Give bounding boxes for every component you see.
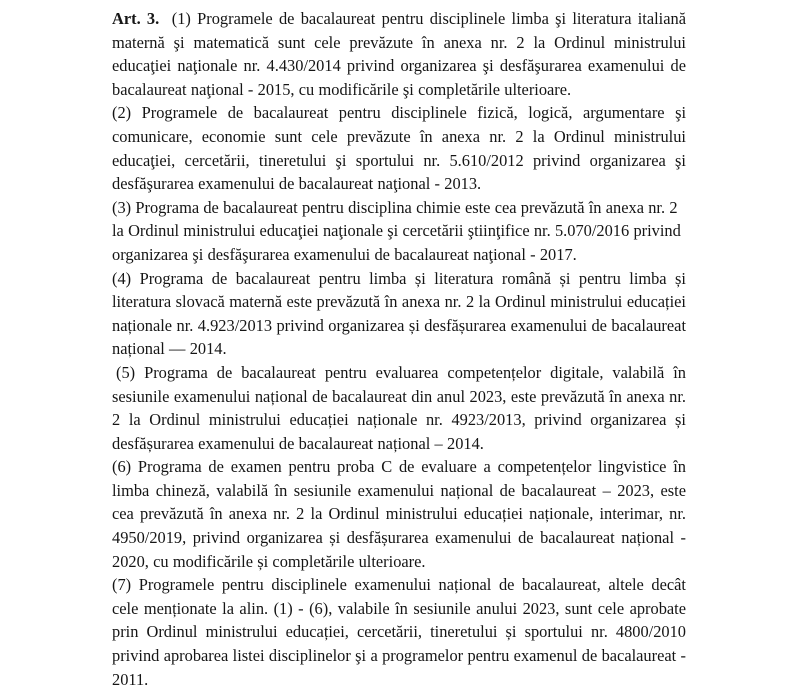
paragraph-1-text: Programele de bacalaureat pentru disciplinele limba şi literatura italiană maternă şi matematică sunt cele prevăzute în anexa nr. 2 la Ordinul ministrului educaţiei naţionale nr. 4.430/2014 privind organizarea şi desfăşurarea examenului de bacalaureat naţional - 2015, cu modificările şi completările ulterioare. — [112, 9, 686, 99]
paragraph-3-line-2: la Ordinul ministrului educaţiei naţionale şi cercetării ştiinţifice nr. 5.070/2016 privind — [112, 221, 681, 241]
paragraph-7: (7) Programele pentru disciplinele examenului național de bacalaureat, altele decât cele menționate la alin. (1) - (6), valabile în sesiunile anului 2023, sunt cele aprobate prin Ordinul ministrului educației, cercetării, tineretului și sportului nr. 4800/2010 privind aprobarea listei disciplinelor şi a programelor pentru examenul de bacalaureat - 2011. — [112, 575, 686, 689]
paragraph-1 — [112, 7, 686, 101]
paragraph-3 — [112, 196, 686, 267]
paragraph-6: (6) Programa de examen pentru proba C de evaluare a competențelor lingvistice în limba chineză, valabilă în sesiunile examenului național de bacalaureat – 2023, este cea prevăzută în anexa nr. 2 la Ordinul ministrului educației naționale, interimar, nr. 4950/2019, privind organizarea și desfășurarea examenului de bacalaureat național - 2020, cu modificările și completările ulterioare. — [112, 457, 686, 571]
article-label: Art. 3. — [112, 9, 160, 28]
paragraph-1-marker: (1) — [171, 9, 191, 28]
text-column — [112, 7, 686, 691]
paragraph-5-text: (5) Programa de bacalaureat pentru evaluarea competențelor digitale, valabilă în sesiunile examenului național de bacalaureat din anul 2023, este prevăzută în anexa nr. 2 la Ordinul ministrului educației naționale nr. 4923/2013, privind organizarea și desfășurarea examenului de bacalaureat național – 2014. — [112, 362, 686, 453]
paragraph-3-line-3: organizarea şi desfăşurarea examenului de bacalaureat naţional - 2017. — [112, 244, 577, 264]
paragraph-5 — [112, 361, 686, 455]
paragraph-3-line-1: (3) Programa de bacalaureat pentru disciplina chimie este cea prevăzută în anexa nr. 2 — [112, 197, 678, 217]
paragraph-4: (4) Programa de bacalaureat pentru limba și literatura română și pentru limba și literatura slovacă maternă este prevăzută în anexa nr. 2 la Ordinul ministrului educației naționale nr. 4.923/2013 privind organizarea și desfășurarea examenului de bacalaureat național — 2014. — [112, 268, 686, 359]
paragraph-2: (2) Programele de bacalaureat pentru disciplinele fizică, logică, argumentare şi comunicare, economie sunt cele prevăzute în anexa nr. 2 la Ordinul ministrului educaţiei, cercetării, tineretului şi sportului nr. 5.610/2012 privind organizarea şi desfăşurarea examenului de bacalaureat naţional - 2013. — [112, 103, 686, 194]
